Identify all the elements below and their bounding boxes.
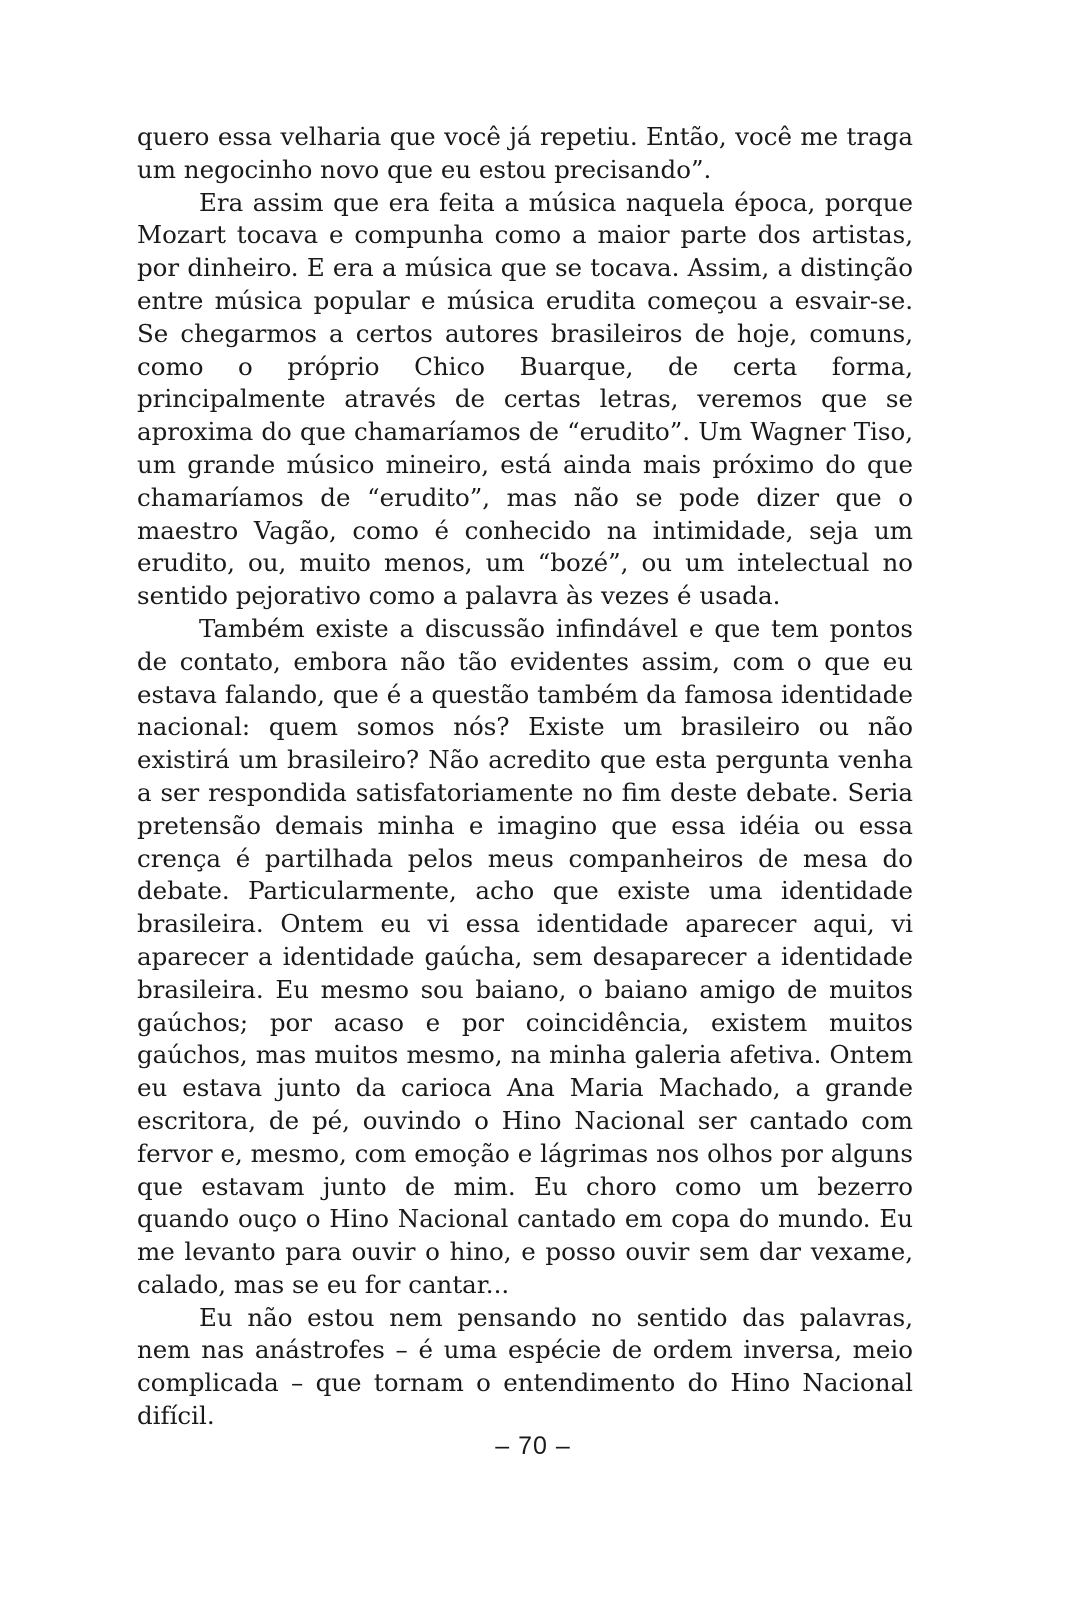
paragraph: Eu não estou nem pensando no sentido das palavras, nem nas anástrofes – é uma espécie de ordem inversa, meio complicada – que tornam o entendimento do Hino Nacional difícil. — [137, 1302, 913, 1431]
paragraph-continuation: quero essa velharia que você já repetiu. Então, você me traga um negocinho novo que eu estou precisando”. — [137, 122, 913, 184]
paragraph: Também existe a discussão infindável e que tem pontos de contato, embora não tão evidentes assim, com o que eu estava falando, que é a questão também da famosa identidade nacional: quem somos nós? Existe um brasileiro ou não existirá um brasileiro? Não acredito que esta pergunta venha a ser respondida satisfatoriamente no fim deste debate. Seria pretensão demais minha e imagino que essa idéia ou essa crença é partilhada pelos meus companheiros de mesa do debate. Particularmente, acho que existe uma identidade brasileira. Ontem eu vi essa identidade aparecer aqui, vi aparecer a identidade gaúcha, sem desaparecer a identidade brasileira. Eu mesmo sou baiano, o baiano amigo de muitos gaúchos; por acaso e por coincidência, existem muitos gaúchos, mas muitos mesmo, na minha galeria afetiva. Ontem eu estava junto da carioca Ana Maria Machado, a grande escritora, de pé, ouvindo o Hino Nacional ser cantado com fervor e, mesmo, com emoção e lágrimas nos olhos por alguns que estavam junto de mim. Eu choro como um bezerro quando ouço o Hino Nacional cantado em copa do mundo. Eu me levanto para ouvir o hino, e posso ouvir sem dar vexame, calado, mas se eu for cantar... — [137, 613, 913, 1299]
page-number: – 70 – — [495, 1432, 571, 1460]
body-text — [137, 121, 913, 1433]
paragraph: Era assim que era feita a música naquela época, porque Mozart tocava e compunha como a maior parte dos artistas, por dinheiro. E era a música que se tocava. Assim, a distinção entre música popular e música erudita começou a esvair-se. Se chegarmos a certos autores brasileiros de hoje, comuns, como o próprio Chico Buarque, de certa forma, principalmente através de certas letras, veremos que se aproxima do que chamaríamos de “erudito”. Um Wagner Tiso, um grande músico mineiro, está ainda mais próximo do que chamaríamos de “erudito”, mas não se pode dizer que o maestro Vagão, como é conhecido na intimidade, seja um erudito, ou, muito menos, um “bozé”, ou um intelectual no sentido pejorativo como a palavra às vezes é usada. — [137, 187, 913, 611]
